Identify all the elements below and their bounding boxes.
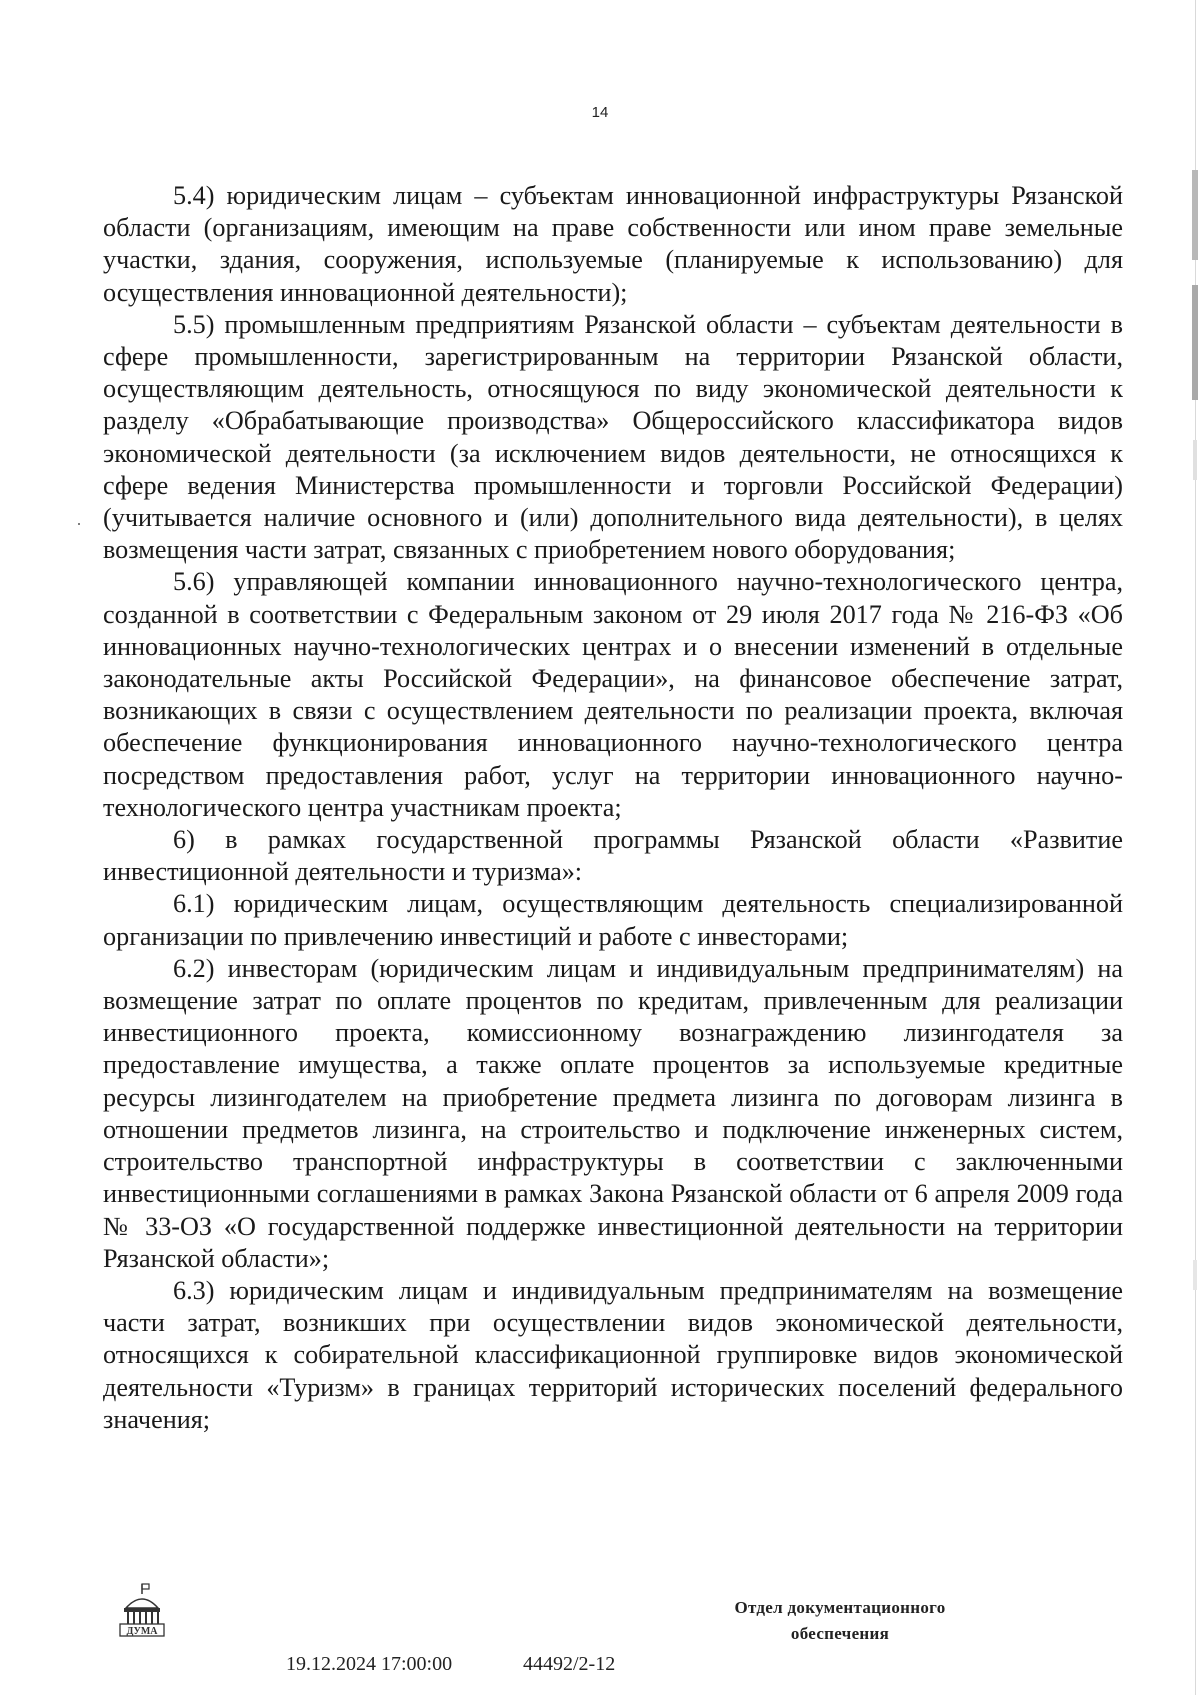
paragraph-6-1: 6.1) юридическим лицам, осуществляющим деятельность специализированной организации по привлечению инвестиций и работе с инвесторами;: [103, 889, 1123, 951]
paragraph-6-2: 6.2) инвесторам (юридическим лицам и индивидуальным предпринимателям) на возмещение затрат по оплате процентов по кредитам, привлеченным для реализации инвестиционного проекта, комиссионному вознаграждению лизингодателя за предоставление имущества, а также оплате процентов за используемые кредитные ресурсы лизингодателем на приобретение предмета лизинга по договорам лизинга в отношении предметов лизинга, на строительство и подключение инженерных систем, строительство транспортной инфраструктуры в соответствии с заключенными инвестиционными соглашениями в рамках Закона Рязанской области от 6 апреля 2009 года № 33-ОЗ «О государственной поддержке инвестиционной деятельности на территории Рязанской области»;: [103, 953, 1123, 1273]
logo-text: ДУМА: [126, 1626, 158, 1637]
paragraph-5-4: 5.4) юридическим лицам – субъектам инновационной инфраструктуры Рязанской области (организациям, имеющим на праве собственности или ином праве земельные участки, здания, сооружения, используемые (планируемые к использованию) для осуществления инновационной деятельности);: [103, 181, 1123, 307]
paragraph-6-3: 6.3) юридическим лицам и индивидуальным предпринимателям на возмещение части затрат, возникших при осуществлении видов экономической деятельности, относящихся к собирательной классификационной группировке видов экономической деятельности «Туризм» в границах территорий исторических поселений федерального значения;: [103, 1275, 1123, 1434]
paragraph-5-5: 5.5) промышленным предприятиям Рязанской области – субъектам деятельности в сфере промышленности, зарегистрированным на территории Рязанской области, осуществляющим деятельность, относящуюся по виду экономической деятельности к разделу «Обрабатывающие производства» Общероссийского классификатора видов экономической деятельности (за исключением видов деятельности, не относящихся к сфере ведения Министерства промышленности и торговли Российской Федерации) (учитывается наличие основного и (или) дополнительного вида деятельности), в целях возмещения части затрат, связанных с приобретением нового оборудования;: [103, 309, 1123, 565]
registration-number: 44492/2-12: [523, 1653, 616, 1675]
paragraph-6: 6) в рамках государственной программы Рязанской области «Развитие инвестиционной деятельности и туризма»:: [103, 825, 1123, 887]
page-number: 14: [591, 104, 609, 121]
document-body: [103, 180, 1123, 1436]
document-timestamp: 19.12.2024 17:00:00: [286, 1653, 453, 1675]
paragraph-5-6: 5.6) управляющей компании инновационного научно-технологического центра, созданной в соответствии с Федеральным законом от 29 июля 2017 года № 216-ФЗ «Об инновационных научно-технологических центрах и о внесении изменений в отдельные законодательные акты Российской Федерации», на финансовое обеспечение затрат, возникающих в связи с осуществлением деятельности по реализации проекта, включая обеспечение функционирования инновационного научно-технологического центра посредством предоставления работ, услуг на территории инновационного научно-технологического центра участникам проекта;: [103, 567, 1123, 822]
department-line-1: Отдел документационного: [734, 1598, 946, 1617]
scan-edge-artifact: [1186, 0, 1200, 1695]
department-line-2: обеспечения: [790, 1624, 890, 1643]
duma-logo: [112, 1580, 172, 1640]
scan-speck: [78, 523, 80, 525]
department-stamp: [690, 1595, 990, 1647]
